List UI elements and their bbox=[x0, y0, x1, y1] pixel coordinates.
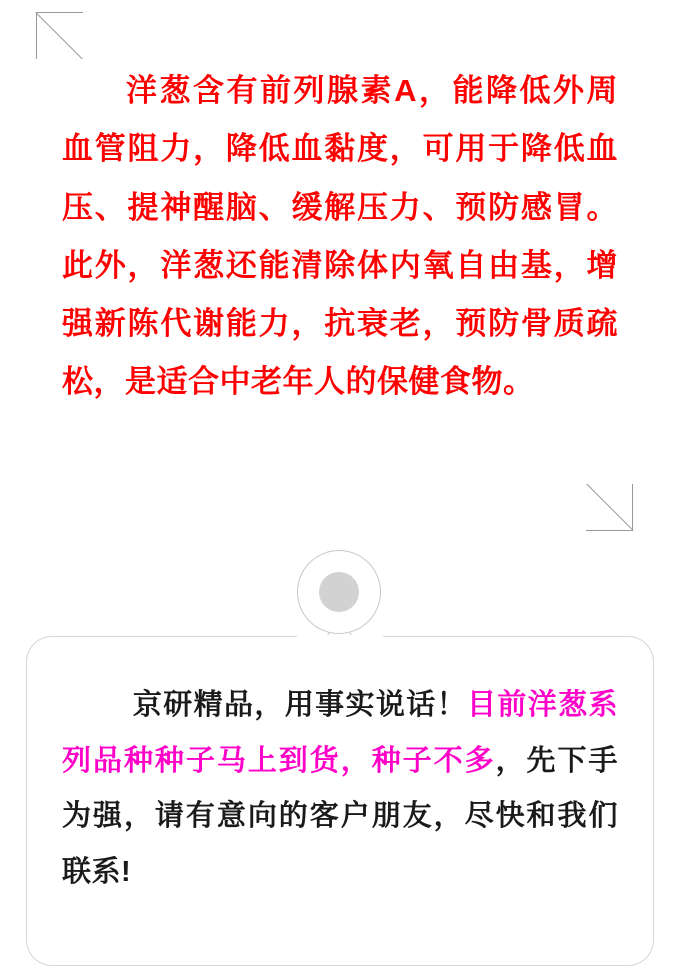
top-paragraph bbox=[62, 62, 618, 412]
corner-bracket-bottom-right-icon bbox=[586, 484, 633, 531]
corner-bracket-top-left-icon bbox=[36, 12, 83, 59]
top-paragraph-text: 洋葱含有前列腺素A，能降低外周血管阻力，降低血黏度，可用于降低血压、提神醒脑、缓解压力、预防感冒。此外，洋葱还能清除体内氧自由基，增强新陈代谢能力，抗衰老，预防骨质疏松，是适合中老年人的保健食物。 bbox=[62, 73, 618, 400]
card-notch-mask bbox=[297, 635, 383, 639]
card-text-segment-1: 京研精品，用事实说话！ bbox=[132, 689, 467, 721]
card-text-segment-3: ，先下手为强，请有意向的客户朋友，尽快和我们联系! bbox=[62, 744, 618, 889]
circle-badge bbox=[297, 550, 383, 636]
badge-inner-dot-icon bbox=[319, 572, 359, 612]
card-text-highlight: 目前洋葱系列品种种子马上到货，种子不多 bbox=[62, 689, 618, 777]
bottom-card-text bbox=[62, 678, 618, 901]
